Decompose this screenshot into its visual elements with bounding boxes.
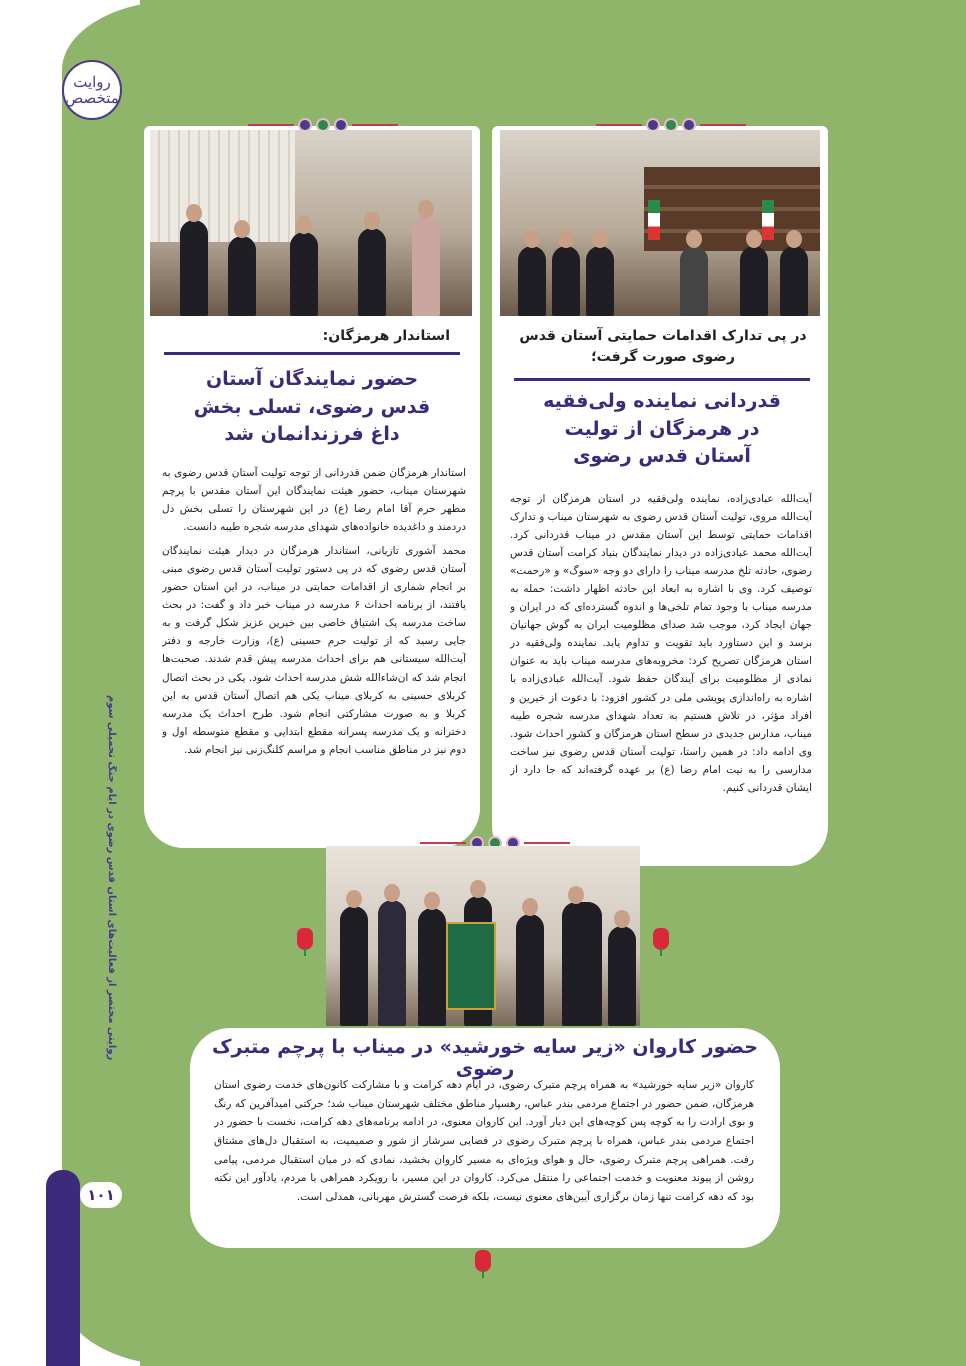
holy-flag <box>446 922 496 1010</box>
person <box>562 902 602 1026</box>
left-article-body <box>162 464 466 830</box>
bottom-article-paragraph: کاروان «زیر سایه خورشید» به همراه پرچم متبرک رضوی، در ایام دهه کرامت و با مشارکت کانون‌های خدمت رضوی استان هرمزگان، ضمن حضور در اجتماع مردمی بندر عباس، رهسپار مناطق مختلف شهرستان میناب شد؛ حرکتی امیدآفرین که رنگ و بوی ارادت را به کوچه پس کوچه‌های این دیار آورد. این کاروان معنوی، در ادامه برنامه‌های دهه کرامت، نخست با حضور در اجتماع مردمی بندر عباس، همراه با پرچم متبرک رضوی در فضایی سرشار از شور و صمیمیت، به استقبال دل‌های مشتاق رفت. همراهی پرچم متبرک رضوی، حال و هوای ویژه‌ای به مسیر کاروان بخشید، نمادی که در میان استقبال مردمی، پیامی روشن از پیوند معنویت و خدمت اجتماعی را منتقل می‌کرد. کاروان در این مسیر، با رویکرد همراهی با مردم، یادآور این نکته بود که دهه کرامت تنها زمان برگزاری آیین‌های معنوی نیست، بلکه فرصت گسترش مهربانی، همدلی است. <box>214 1079 754 1204</box>
left-article-title: حضور نمایندگان آستان قدس رضوی، تسلی بخش داغ فرزندانمان شد <box>193 368 431 446</box>
person <box>412 216 440 316</box>
logo-text: روایت متخصص <box>65 72 119 107</box>
right-title-rule <box>514 378 810 381</box>
ornament-line <box>352 124 398 126</box>
person <box>516 914 544 1026</box>
person <box>680 246 708 316</box>
person <box>518 246 546 316</box>
ornament-line <box>248 124 294 126</box>
person <box>378 900 406 1026</box>
left-article-paragraph-2: محمد آشوری تازیانی، استاندار هرمزگان در دیدار هیئت نمایندگان آستان قدس رضوی که در پی دستور تولیت آستان قدس رضوی مبنی بر انجام شماری از اقدامات حمایتی در میناب، در این استان حضور یافتند، از برنامه احداث ۶ مدرسه در میناب خبر داد و گفت: در بحث ساخت مدرسه یک اشتیاق خاصی بین خیرین عزیز شکل گرفت و به جایی رسید که از تولیت حرم حسینی (ع)، وزارت خارجه و دفتر آیت‌الله سیستانی هم برای احداث مدرسه پیش قدم شدند. صحبت‌ها انجام شد که ان‌شاءالله شش مدرسه احداث شود. یکی در بحث اتصال کربلای حسینی به کربلای میناب یکی هم اتصال آستان قدس به این کربلا و به صورت مشارکتی انجام شود. طرح احداث یک مدرسه دخترانه و یک مدرسه پسرانه مقطع ابتدایی و مقطع متوسطه اول و دوم نیز در مناطق مناسب انجام و مراسم کلنگ‌زنی نیز انجام شد. <box>162 545 466 756</box>
side-caption: روایتی مختصر از فعالیت‌های آستان قدس رضوی در ایام جنگ تحمیلی سوم <box>106 694 117 1060</box>
person <box>418 908 446 1026</box>
right-article-body <box>510 490 812 846</box>
person <box>608 926 636 1026</box>
right-article-photo <box>500 130 820 316</box>
left-article-photo <box>150 130 472 316</box>
ornament-line <box>420 842 466 844</box>
right-article-title: قدردانی نماینده ولی‌فقیه در هرمزگان از تولیت آستان قدس رضوی <box>543 390 781 468</box>
ornament-line <box>524 842 570 844</box>
person <box>290 232 318 316</box>
side-strip <box>0 0 140 1366</box>
person <box>180 220 208 316</box>
ornament-line <box>700 124 746 126</box>
tulip-icon <box>472 1250 494 1276</box>
flag-icon <box>762 200 774 240</box>
left-title-rule <box>164 352 460 355</box>
side-purple-bar <box>46 1170 80 1366</box>
ornament-line <box>596 124 642 126</box>
person <box>780 246 808 316</box>
window-blinds <box>150 130 295 242</box>
page-number: ١٠١ <box>80 1182 122 1208</box>
person <box>586 246 614 316</box>
right-article-paragraph: آیت‌الله عبادی‌زاده، نماینده ولی‌فقیه در استان هرمزگان از توجه آیت‌الله مروی، تولیت آستان قدس رضوی به شهرستان میناب و تدارک اقدامات حمایتی توسط این آستان مقدس در میناب قدردانی کرد. آیت‌الله محمد عبادی‌زاده در دیدار نمایندگان بنیاد کرامت آستان قدس رضوی، حادثه تلخ مدرسه میناب را دارای دو وجه «سوگ» و «رحمت» توصیف کرد. وی با اشاره به ابعاد این حادثه اظهار داشت: حمله به مدرسه میناب با وجود تمام تلخی‌ها و اندوه گسترده‌ای که در ایران و جهان ایجاد کرد، موجب شد صدای مظلومیت ایران به گوش جهانیان برسد و این دستاورد باید تقویت و تداوم یابد. نماینده ولی‌فقیه در استان هرمزگان تصریح کرد: مخروبه‌های مدرسه میناب باید به عنوان نمادی از مظلومیت برای آیندگان حفظ شود. آیت‌الله عبادی‌زاده با اشاره به راه‌اندازی پویشی ملی در کشور افزود: با دعوت از خیرین و افراد مؤثر، در تلاش هستیم به تعداد شهدای مدرسه شجره طیبه میناب، مدارس جدیدی در سطح استان هرمزگان و کشور احداث شود. وی ادامه داد: در همین راستا، تولیت آستان قدس رضوی نیز ساخت مدارسی را به نیت امام رضا (ع) بر عهده گرفته‌اند که جا دارد از ایشان قدردانی کنیم. <box>510 493 812 794</box>
tulip-icon <box>294 928 316 954</box>
flag-icon <box>648 200 660 240</box>
bottom-article-body <box>214 1076 754 1228</box>
left-article-paragraph-1: استاندار هرمزگان ضمن قدردانی از توجه تولیت آستان قدس رضوی به شهرستان میناب، حضور هیئت نمایندگان این آستان مقدس با پرچم مطهر حرم آقا امام رضا (ع) در این شهرستان را تسلی بخش دل دردمند و داغدیده خانواده‌های شهدای مدرسه شجره طیبه دانست. <box>162 467 466 534</box>
person <box>740 246 768 316</box>
person <box>358 228 386 316</box>
bottom-article-title: حضور کاروان «زیر سایه خورشید» در میناب با پرچم متبرک رضوی <box>212 1036 758 1080</box>
magazine-logo <box>62 60 122 120</box>
person <box>228 236 256 316</box>
person <box>552 246 580 316</box>
tulip-icon <box>650 928 672 954</box>
left-article-subtitle: استاندار هرمزگان: <box>322 328 450 344</box>
person <box>340 906 368 1026</box>
bottom-article-photo <box>326 846 640 1026</box>
right-article-subtitle: در پی تدارک اقدامات حمایتی آستان قدس رضوی صورت گرفت؛ <box>519 328 807 365</box>
